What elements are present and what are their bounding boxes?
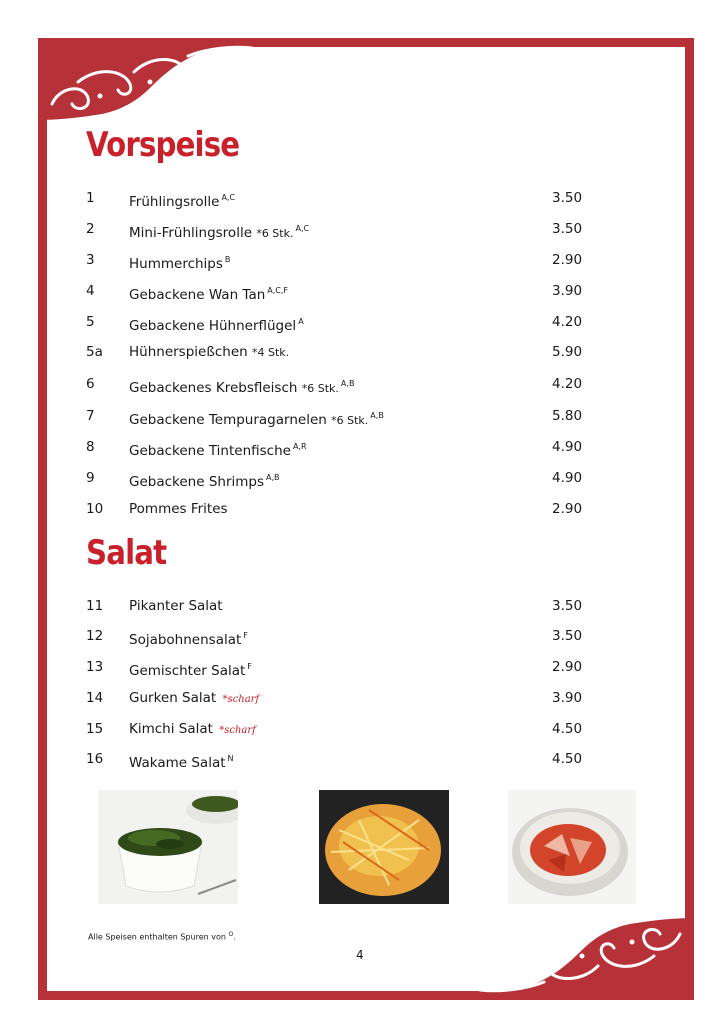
menu-item-name: Gebackenes Krebsfleisch — [129, 380, 298, 396]
menu-item-name: Mini-Frühlingsrolle — [129, 225, 253, 241]
menu-item-row — [86, 279, 586, 303]
menu-item-row — [86, 594, 586, 618]
menu-item-row — [86, 217, 586, 241]
menu-item-price: 3.50 — [552, 598, 583, 614]
menu-item-allergens: A,B — [266, 473, 280, 482]
menu-item-row — [86, 372, 586, 396]
menu-item-number: 3 — [86, 252, 95, 268]
menu-item-price: 3.50 — [552, 628, 583, 644]
menu-item-quantity: *6 Stk. — [301, 382, 339, 395]
menu-item-number: 16 — [86, 751, 104, 767]
menu-item-name-cell — [129, 217, 309, 246]
menu-item-allergens: A,C — [221, 193, 236, 202]
menu-item-name: Wakame Salat — [129, 755, 226, 771]
menu-item-allergens: F — [247, 662, 252, 671]
menu-item-row — [86, 497, 586, 521]
menu-item-name-cell — [129, 279, 288, 307]
menu-item-row — [86, 310, 586, 334]
menu-item-name: Gebackene Tintenfische — [129, 443, 291, 459]
menu-item-allergens: F — [243, 631, 248, 640]
menu-item-allergens: A,C,F — [267, 286, 289, 295]
menu-item-price: 2.90 — [552, 501, 583, 517]
menu-item-name-cell — [129, 372, 354, 401]
wakame-salad-photo — [98, 790, 238, 904]
menu-item-price: 4.20 — [552, 376, 583, 392]
menu-item-name-cell — [129, 686, 259, 712]
menu-item-name-cell — [129, 310, 304, 338]
menu-item-row — [86, 248, 586, 272]
menu-item-name: Hühnerspießchen — [129, 344, 248, 360]
menu-item-number: 4 — [86, 283, 95, 299]
menu-item-allergens: A — [298, 317, 304, 326]
menu-item-price: 2.90 — [552, 252, 583, 268]
menu-item-spicy-note: *scharf — [222, 694, 260, 705]
menu-item-price: 3.90 — [552, 690, 583, 706]
menu-item-name: Sojabohnensalat — [129, 632, 242, 648]
menu-item-name: Gemischter Salat — [129, 663, 246, 679]
menu-item-spicy-note: *scharf — [219, 725, 256, 736]
mixed-salad-photo — [314, 790, 454, 904]
menu-item-name-cell — [129, 340, 289, 365]
menu-item-allergens: A,C — [295, 224, 310, 233]
menu-item-name: Gebackene Tempuragarnelen — [129, 412, 327, 428]
menu-item-number: 11 — [86, 598, 104, 614]
page-number: 4 — [356, 948, 364, 962]
menu-item-name-cell — [129, 248, 230, 276]
menu-item-name-cell — [129, 404, 384, 433]
menu-item-name: Pommes Frites — [129, 501, 228, 517]
menu-item-name: Gebackene Shrimps — [129, 474, 265, 490]
cloud-swirl-ornament-bottom-right — [470, 918, 694, 1000]
menu-item-row — [86, 404, 586, 428]
menu-item-quantity: *6 Stk. — [331, 414, 369, 427]
menu-item-number: 9 — [86, 470, 95, 486]
menu-item-name-cell — [129, 466, 280, 494]
menu-item-price: 2.90 — [552, 659, 583, 675]
menu-item-number: 10 — [86, 501, 104, 517]
menu-item-name-cell — [129, 186, 235, 214]
menu-item-name: Gebackene Wan Tan — [129, 287, 266, 303]
menu-item-row — [86, 186, 586, 210]
menu-item-row — [86, 686, 586, 710]
menu-item-row — [86, 435, 586, 459]
menu-item-name-cell — [129, 435, 307, 463]
menu-item-row — [86, 466, 586, 490]
menu-item-number: 1 — [86, 190, 95, 206]
menu-item-number: 7 — [86, 408, 95, 424]
menu-item-name-cell — [129, 497, 228, 521]
allergen-footnote: Alle Speisen enthalten Spuren von $^O$. — [88, 931, 236, 942]
footnote-allergen-code: O — [228, 931, 234, 938]
menu-item-number: 14 — [86, 690, 104, 706]
kimchi-salad-photo — [508, 790, 636, 904]
menu-item-name-cell — [129, 655, 252, 683]
menu-item-allergens: B — [224, 255, 231, 264]
menu-item-number: 5a — [86, 344, 103, 360]
menu-item-row — [86, 747, 586, 771]
menu-item-price: 3.50 — [552, 221, 583, 237]
menu-item-row — [86, 655, 586, 679]
menu-item-price: 4.20 — [552, 314, 583, 330]
menu-item-name-cell — [129, 624, 248, 652]
menu-item-row — [86, 717, 586, 741]
menu-item-name-cell — [129, 747, 234, 775]
menu-item-allergens: N — [227, 754, 234, 763]
menu-item-quantity: *4 Stk. — [251, 346, 290, 359]
menu-item-price: 4.90 — [552, 470, 583, 486]
menu-item-row — [86, 340, 586, 364]
section-title-salat: Salat — [86, 533, 167, 573]
menu-item-allergens: A,R — [292, 442, 307, 451]
menu-item-number: 2 — [86, 221, 95, 237]
menu-item-number: 5 — [86, 314, 95, 330]
menu-item-number: 12 — [86, 628, 104, 644]
menu-item-price: 4.90 — [552, 439, 583, 455]
menu-item-name: Frühlingsrolle — [129, 194, 220, 210]
menu-item-price: 5.80 — [552, 408, 583, 424]
menu-item-price: 4.50 — [552, 751, 583, 767]
menu-item-price: 4.50 — [552, 721, 583, 737]
menu-item-name: Gebackene Hühnerflügel — [129, 318, 297, 334]
menu-item-quantity: *6 Stk. — [256, 227, 294, 240]
menu-item-name: Gurken Salat — [129, 690, 217, 706]
menu-item-row — [86, 624, 586, 648]
menu-item-name: Pikanter Salat — [129, 598, 223, 614]
menu-item-allergens: A,B — [340, 379, 355, 388]
menu-item-name: Hummerchips — [129, 256, 223, 272]
section-title-vorspeise: Vorspeise — [86, 125, 240, 165]
cloud-swirl-ornament-top-left — [38, 38, 263, 120]
menu-item-name-cell — [129, 594, 223, 618]
menu-item-price: 5.90 — [552, 344, 583, 360]
menu-item-number: 13 — [86, 659, 104, 675]
menu-item-name: Kimchi Salat — [129, 721, 213, 737]
menu-item-number: 6 — [86, 376, 95, 392]
menu-item-price: 3.90 — [552, 283, 583, 299]
menu-item-allergens: A,B — [370, 411, 384, 420]
menu-item-number: 15 — [86, 721, 104, 737]
menu-item-number: 8 — [86, 439, 95, 455]
menu-item-name-cell — [129, 717, 256, 743]
menu-item-price: 3.50 — [552, 190, 583, 206]
